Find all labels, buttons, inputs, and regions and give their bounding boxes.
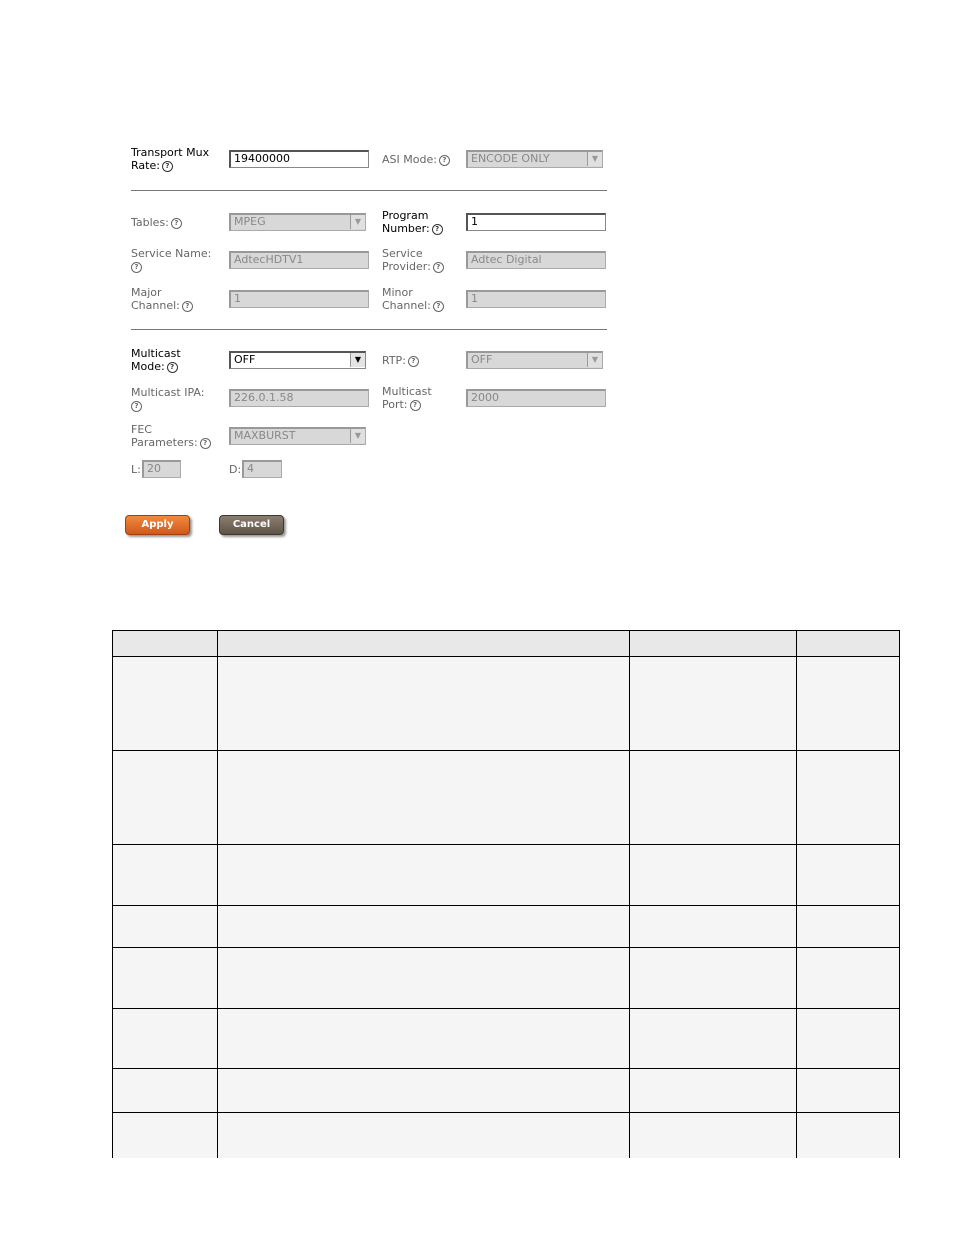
parameter-table xyxy=(112,630,900,1158)
section-divider xyxy=(131,329,607,330)
section-divider xyxy=(131,190,607,191)
fec-l-label: L: xyxy=(131,463,141,476)
service-name-input[interactable]: AdtecHDTV1 xyxy=(229,251,369,269)
table-row xyxy=(113,1009,900,1069)
table-row xyxy=(113,906,900,948)
major-channel-label: Major Channel: ? xyxy=(131,286,193,312)
rtp-select[interactable]: OFF ▼ xyxy=(466,351,603,369)
tables-select[interactable]: MPEG ▼ xyxy=(229,213,366,231)
table-row xyxy=(113,1069,900,1113)
table-row xyxy=(113,948,900,1009)
rtp-label: RTP: ? xyxy=(382,354,419,367)
chevron-down-icon: ▼ xyxy=(587,152,602,166)
program-number-input[interactable]: 1 xyxy=(466,213,606,231)
help-icon[interactable]: ? xyxy=(432,224,443,235)
fec-d-input[interactable]: 4 xyxy=(242,460,282,478)
major-channel-input[interactable]: 1 xyxy=(229,290,369,308)
help-icon[interactable]: ? xyxy=(433,262,444,273)
help-icon[interactable]: ? xyxy=(410,400,421,411)
transport-mux-rate-input[interactable]: 19400000 xyxy=(229,150,369,168)
table-header-cell xyxy=(797,631,900,657)
help-icon[interactable]: ? xyxy=(167,362,178,373)
apply-button[interactable]: Apply xyxy=(125,515,190,535)
minor-channel-input[interactable]: 1 xyxy=(466,290,606,308)
help-icon[interactable]: ? xyxy=(433,301,444,312)
multicast-ipa-label: Multicast IPA: ? xyxy=(131,386,205,410)
fec-l-input[interactable]: 20 xyxy=(142,460,181,478)
table-row xyxy=(113,751,900,845)
tables-label: Tables: ? xyxy=(131,216,182,229)
fec-parameters-label: FEC Parameters: ? xyxy=(131,423,211,449)
service-provider-input[interactable]: Adtec Digital xyxy=(466,251,606,269)
chevron-down-icon: ▼ xyxy=(350,429,365,443)
help-icon[interactable]: ? xyxy=(439,155,450,166)
multicast-port-label: Multicast Port: ? xyxy=(382,385,432,411)
program-number-label: Program Number: ? xyxy=(382,209,443,235)
help-icon[interactable]: ? xyxy=(408,356,419,367)
minor-channel-label: Minor Channel: ? xyxy=(382,286,444,312)
multicast-port-input[interactable]: 2000 xyxy=(466,389,606,407)
multicast-mode-label: Multicast Mode: ? xyxy=(131,347,181,373)
cancel-button[interactable]: Cancel xyxy=(219,515,284,535)
table-header-row xyxy=(113,631,900,657)
help-icon[interactable]: ? xyxy=(131,262,142,273)
chevron-down-icon: ▼ xyxy=(587,353,602,367)
help-icon[interactable]: ? xyxy=(200,438,211,449)
chevron-down-icon: ▼ xyxy=(350,353,365,367)
table-row xyxy=(113,845,900,906)
help-icon[interactable]: ? xyxy=(171,218,182,229)
table-header-cell xyxy=(113,631,218,657)
help-icon[interactable]: ? xyxy=(162,161,173,172)
chevron-down-icon: ▼ xyxy=(350,215,365,229)
help-icon[interactable]: ? xyxy=(182,301,193,312)
table-row xyxy=(113,657,900,751)
table-header-cell xyxy=(630,631,797,657)
multicast-mode-select[interactable]: OFF ▼ xyxy=(229,351,366,369)
table-row xyxy=(113,1113,900,1158)
asi-mode-label: ASI Mode: ? xyxy=(382,153,450,166)
service-provider-label: Service Provider: ? xyxy=(382,247,444,273)
table-header-cell xyxy=(218,631,630,657)
transport-mux-rate-label: Transport Mux Rate: ? xyxy=(131,146,210,172)
help-icon[interactable]: ? xyxy=(131,401,142,412)
service-name-label: Service Name: ? xyxy=(131,247,212,271)
multicast-ipa-input[interactable]: 226.0.1.58 xyxy=(229,389,369,407)
fec-d-label: D: xyxy=(229,463,242,476)
asi-mode-select[interactable]: ENCODE ONLY ▼ xyxy=(466,150,603,168)
fec-parameters-select[interactable]: MAXBURST ▼ xyxy=(229,427,366,445)
